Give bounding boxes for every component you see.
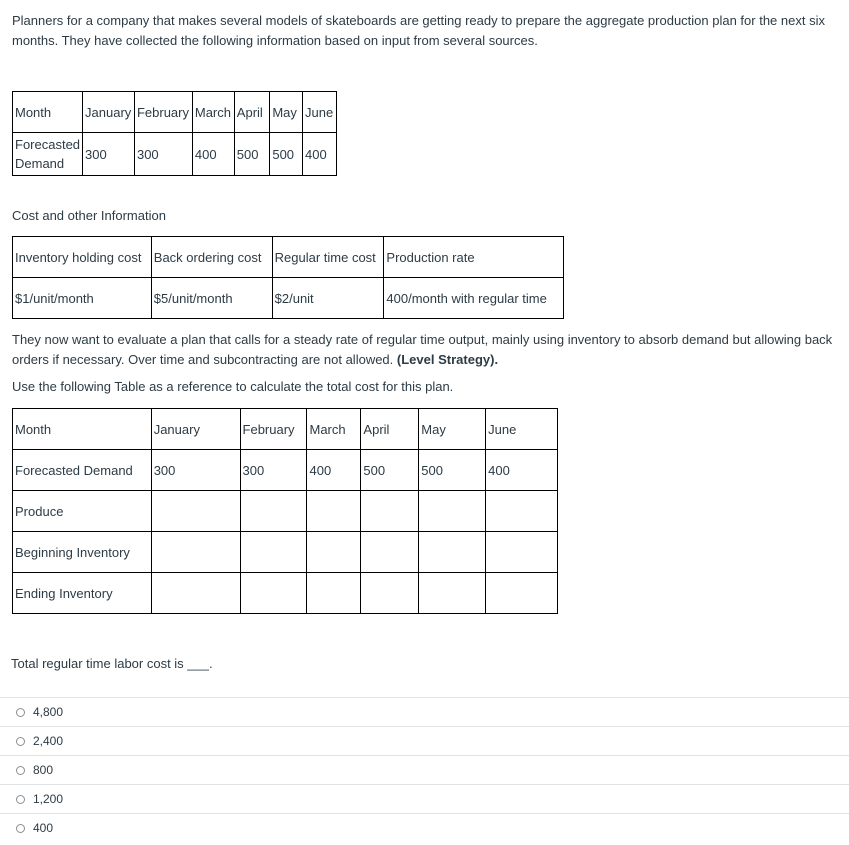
table-cell: 300 xyxy=(134,133,192,176)
table-cell: 400 xyxy=(486,450,558,491)
table-cell xyxy=(151,532,240,573)
table-cell: 400/month with regular time xyxy=(384,278,564,319)
radio-button[interactable] xyxy=(16,795,25,804)
table-cell: 500 xyxy=(419,450,486,491)
answer-option[interactable] xyxy=(0,697,849,726)
answer-option-label: 1,200 xyxy=(33,792,64,806)
plan-description-main: They now want to evaluate a plan that calls for a steady rate of regular time output, mainly using inventory to absorb demand but allowing back orders if necessary. Over time and subcontracting are not allowed. xyxy=(12,332,833,367)
table-header-cell: Back ordering cost xyxy=(151,237,272,278)
table-header-cell: May xyxy=(270,92,303,133)
plan-table xyxy=(12,408,558,614)
table-cell: 500 xyxy=(234,133,270,176)
table-cell xyxy=(361,491,419,532)
table-cell xyxy=(307,573,361,614)
table-header-cell: March xyxy=(192,92,234,133)
table-row xyxy=(13,237,564,278)
table-cell xyxy=(361,532,419,573)
answer-option[interactable] xyxy=(0,755,849,784)
answer-option[interactable] xyxy=(0,726,849,755)
answer-option-label: 2,400 xyxy=(33,734,64,748)
radio-button[interactable] xyxy=(16,737,25,746)
table-cell xyxy=(240,491,307,532)
table-header-cell: Inventory holding cost xyxy=(13,237,152,278)
table-cell xyxy=(419,532,486,573)
plan-description xyxy=(12,330,837,370)
table-cell xyxy=(486,491,558,532)
reference-text: Use the following Table as a reference to calculate the total cost for this plan. xyxy=(12,379,454,394)
table-header-cell: March xyxy=(307,409,361,450)
table-header-cell: June xyxy=(486,409,558,450)
table-cell xyxy=(307,491,361,532)
table-cell xyxy=(151,573,240,614)
answer-options xyxy=(0,697,849,842)
table-cell xyxy=(240,532,307,573)
table-header-cell: Month xyxy=(13,92,83,133)
table-cell: 500 xyxy=(270,133,303,176)
table-header-cell: February xyxy=(240,409,307,450)
table-row xyxy=(13,92,337,133)
table-cell: 400 xyxy=(303,133,337,176)
table-cell: 300 xyxy=(240,450,307,491)
table-header-cell: April xyxy=(234,92,270,133)
table-header-cell: Regular time cost xyxy=(272,237,384,278)
table-cell: Forecasted Demand xyxy=(13,450,152,491)
table-row xyxy=(13,532,558,573)
table-header-cell: January xyxy=(151,409,240,450)
table-row xyxy=(13,491,558,532)
answer-option[interactable] xyxy=(0,784,849,813)
table-cell xyxy=(419,491,486,532)
table-header-cell: February xyxy=(134,92,192,133)
table-cell xyxy=(486,573,558,614)
table-cell: 300 xyxy=(151,450,240,491)
table-cell xyxy=(307,532,361,573)
answer-option-label: 400 xyxy=(33,821,54,835)
table-header-cell: May xyxy=(419,409,486,450)
table-cell: 300 xyxy=(83,133,135,176)
table-cell xyxy=(419,573,486,614)
radio-button[interactable] xyxy=(16,708,25,717)
table-cell xyxy=(151,491,240,532)
table-row xyxy=(13,278,564,319)
table-cell: 500 xyxy=(361,450,419,491)
table-row xyxy=(13,409,558,450)
table-row xyxy=(13,133,337,176)
table-cell: $2/unit xyxy=(272,278,384,319)
table-cell: 400 xyxy=(307,450,361,491)
table-header-cell: January xyxy=(83,92,135,133)
radio-button[interactable] xyxy=(16,766,25,775)
table-cell: Produce xyxy=(13,491,152,532)
table-header-cell: April xyxy=(361,409,419,450)
table-cell: Beginning Inventory xyxy=(13,532,152,573)
table-cell: Forecasted Demand xyxy=(13,133,83,176)
table-header-cell: June xyxy=(303,92,337,133)
table-row xyxy=(13,573,558,614)
table-cell: Ending Inventory xyxy=(13,573,152,614)
table-cell: 400 xyxy=(192,133,234,176)
table-header-cell: Production rate xyxy=(384,237,564,278)
cost-info-label: Cost and other Information xyxy=(12,208,166,223)
table-row xyxy=(13,450,558,491)
answer-option-label: 800 xyxy=(33,763,54,777)
intro-text: Planners for a company that makes several models of skateboards are getting ready to prepare the aggregate production plan for the next six months. They have collected the following information based on input from several sources. xyxy=(12,13,825,48)
table-cell: $5/unit/month xyxy=(151,278,272,319)
cost-table xyxy=(12,236,564,319)
table-cell xyxy=(361,573,419,614)
table-cell xyxy=(240,573,307,614)
answer-option[interactable] xyxy=(0,813,849,842)
question-text: Total regular time labor cost is ___. xyxy=(11,656,213,671)
plan-description-bold: (Level Strategy). xyxy=(396,352,499,367)
table-cell xyxy=(486,532,558,573)
table-header-cell: Month xyxy=(13,409,152,450)
demand-table xyxy=(12,91,337,176)
radio-button[interactable] xyxy=(16,824,25,833)
answer-option-label: 4,800 xyxy=(33,705,64,719)
table-cell: $1/unit/month xyxy=(13,278,152,319)
